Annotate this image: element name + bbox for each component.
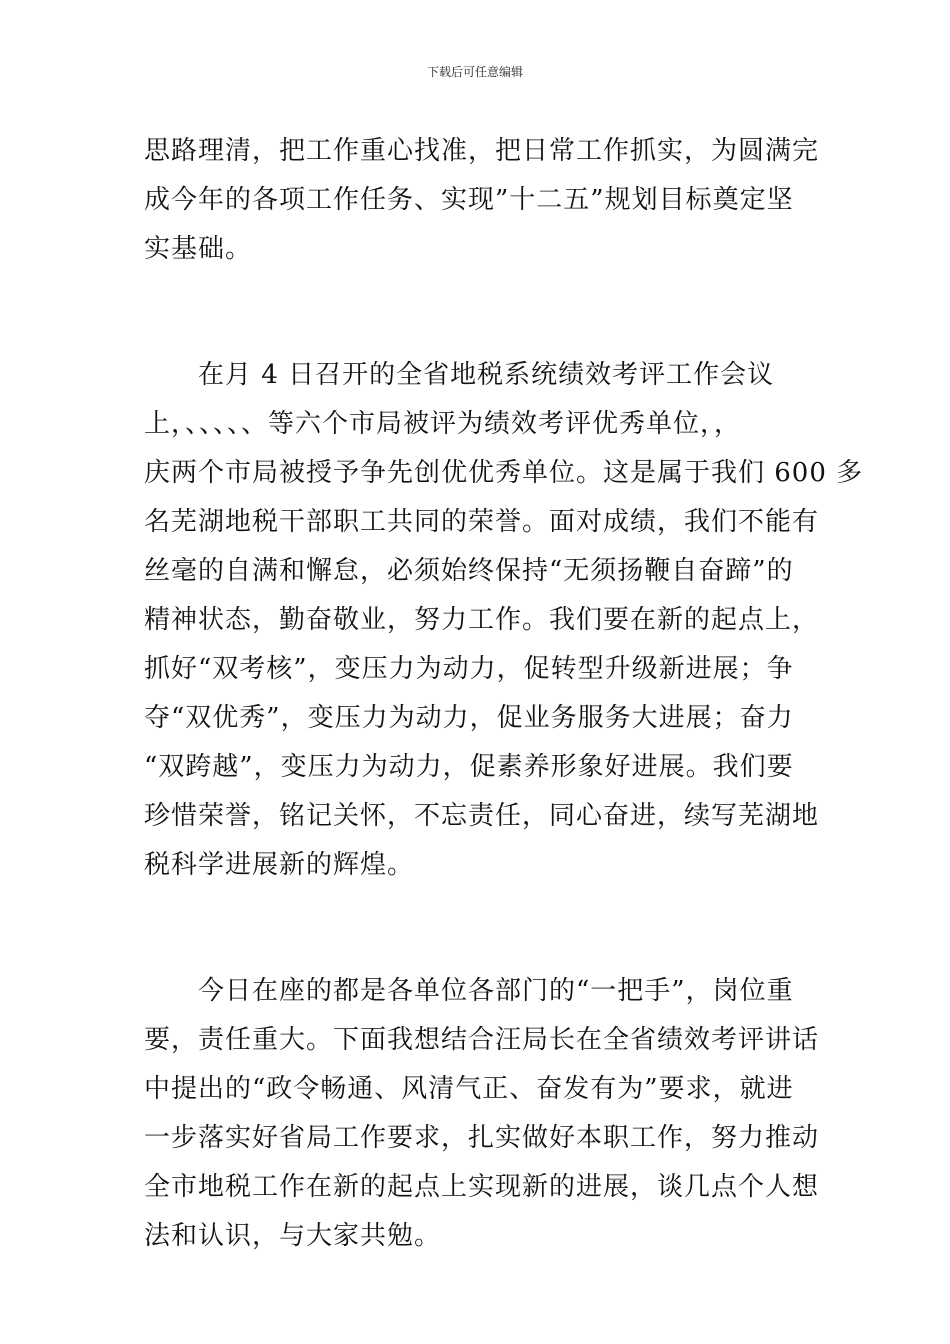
page-header: 下载后可任意编辑 — [426, 65, 523, 79]
text-line: 丝毫的自满和懈怠，必须始终保持“无须扬鞭自奋蹄”的 — [144, 556, 794, 586]
text-line: 抓好“双考核”，变压力为动力，促转型升级新进展；争 — [144, 654, 794, 684]
text-line: 一步落实好省局工作要求，扎实做好本职工作，努力推动 — [144, 1123, 820, 1153]
document-body — [144, 127, 864, 1261]
text-line: 实基础。 — [144, 234, 253, 264]
paragraph-3 — [144, 967, 820, 1261]
text-line: “双跨越”，变压力为动力，促素养形象好进展。我们要 — [144, 752, 794, 782]
text-line: 名芜湖地税干部职工共同的荣誉。面对成绩，我们不能有 — [144, 507, 820, 537]
text-line: 在月 4 日召开的全省地税系统绩效考评工作会议 — [144, 360, 775, 390]
text-line: 夺“双优秀”，变压力为动力，促业务服务大进展；奋力 — [144, 703, 794, 733]
text-line: 税科学进展新的辉煌。 — [144, 850, 415, 880]
text-line: 要，责任重大。下面我想结合汪局长在全省绩效考评讲话 — [144, 1025, 820, 1055]
text-line: 上，、、、、、等六个市局被评为绩效考评优秀单位，， — [144, 409, 742, 439]
text-line: 成今年的各项工作任务、实现”十二五”规划目标奠定坚 — [144, 185, 794, 215]
text-line: 今日在座的都是各单位各部门的“一把手”，岗位重 — [144, 976, 794, 1006]
text-line: 庆两个市局被授予争先创优优秀单位。这是属于我们 600 多 — [144, 458, 864, 488]
paragraph-1 — [144, 127, 820, 274]
text-line: 中提出的“政令畅通、风清气正、奋发有为”要求，就进 — [144, 1074, 794, 1104]
text-line: 精神状态，勤奋敬业，努力工作。我们要在新的起点上， — [144, 605, 820, 635]
text-line: 法和认识，与大家共勉。 — [144, 1221, 442, 1251]
text-line: 珍惜荣誉，铭记关怀，不忘责任，同心奋进，续写芜湖地 — [144, 801, 820, 831]
text-line: 思路理清，把工作重心找准，把日常工作抓实，为圆满完 — [144, 136, 820, 166]
text-line: 全市地税工作在新的起点上实现新的进展，谈几点个人想 — [144, 1172, 820, 1202]
paragraph-2 — [144, 351, 864, 890]
